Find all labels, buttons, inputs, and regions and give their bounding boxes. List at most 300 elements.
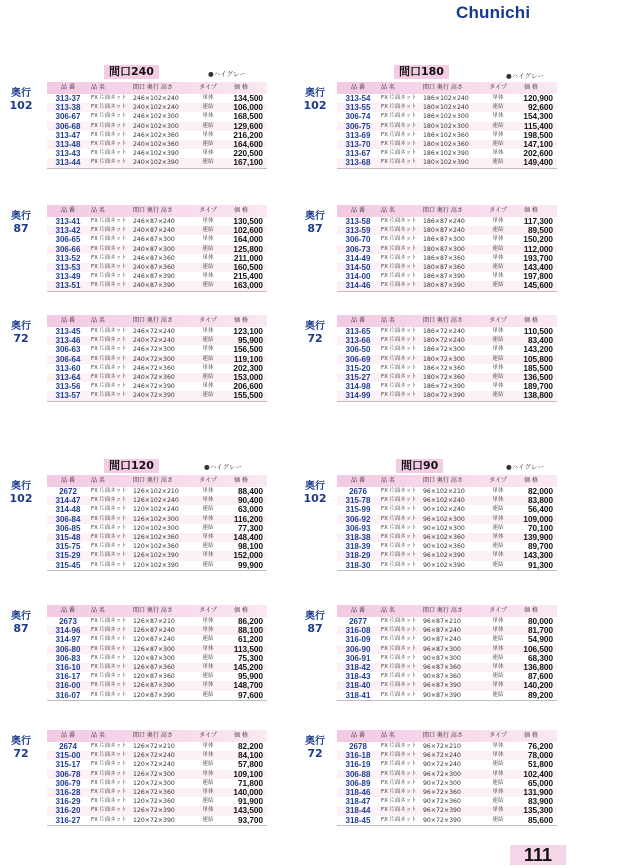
cell-type: 連結	[492, 159, 504, 166]
cell-dims: 246×87×240	[133, 218, 175, 225]
cell-dims: 186×72×360	[423, 364, 465, 372]
cell-name: FX 片面ネット	[381, 779, 417, 786]
cell-code: 313-65	[345, 327, 371, 336]
header-price: 価 格	[234, 607, 248, 614]
cell-price: 61,200	[237, 635, 263, 645]
table-row	[337, 551, 557, 560]
cell-name: FX 片面ネット	[381, 122, 417, 129]
cell-price: 89,500	[527, 226, 553, 236]
depth-label	[301, 321, 329, 345]
header-code: 品 番	[351, 207, 365, 214]
header-code: 品 番	[351, 607, 365, 614]
cell-price: 117,300	[523, 217, 553, 226]
header-type: タイプ	[489, 607, 507, 614]
cell-type: 単体	[202, 618, 214, 624]
cell-name: FX 片面ネット	[91, 743, 127, 749]
cell-code: 313-56	[55, 382, 81, 392]
cell-price: 92,600	[527, 103, 553, 113]
cell-name: FX 片面ネット	[381, 263, 417, 270]
table-row	[337, 806, 557, 815]
cell-type: 単体	[202, 743, 214, 749]
cell-code: 318-42	[345, 662, 371, 672]
cell-name: FX 片面ネット	[91, 673, 127, 680]
header-type: タイプ	[489, 732, 507, 739]
cell-dims: 90×102×240	[423, 506, 465, 514]
table-row	[337, 391, 557, 400]
cell-type: 単体	[492, 770, 504, 777]
table-bottom-rule	[337, 291, 557, 292]
cell-name: FX 片面ネット	[91, 779, 127, 786]
price-table	[47, 475, 267, 570]
cell-dims: 96×72×210	[423, 743, 461, 750]
cell-code: 318-39	[345, 542, 371, 552]
price-table	[337, 205, 557, 291]
cell-code: 313-51	[55, 281, 81, 291]
cell-type: 連結	[492, 392, 504, 399]
cell-code: 314-98	[345, 382, 371, 392]
cell-price: 143,200	[523, 345, 553, 355]
depth-label	[7, 321, 35, 345]
table-row	[47, 524, 267, 533]
cell-price: 81,700	[527, 626, 553, 636]
cell-type: 単体	[492, 743, 504, 749]
cell-price: 185,500	[523, 363, 553, 373]
cell-name: FX 片面ネット	[91, 788, 127, 795]
table-row	[337, 327, 557, 336]
cell-type: 単体	[202, 533, 214, 540]
cell-type: 単体	[492, 273, 504, 280]
cell-dims: 126×102×210	[133, 488, 179, 495]
table-row	[337, 122, 557, 131]
cell-type: 単体	[202, 364, 214, 371]
table-header	[47, 730, 267, 742]
cell-code: 313-41	[55, 217, 81, 226]
cell-code: 313-49	[55, 272, 81, 282]
cell-dims: 240×102×240	[133, 104, 179, 112]
cell-code: 313-46	[55, 336, 81, 346]
cell-code: 316-29	[55, 797, 81, 807]
cell-price: 89,200	[527, 690, 553, 700]
cell-code: 2674	[59, 742, 77, 751]
cell-price: 220,500	[233, 149, 263, 159]
header-price: 価 格	[524, 317, 538, 324]
table-row	[337, 760, 557, 769]
cell-name: FX 片面ネット	[91, 140, 127, 147]
header-type: タイプ	[489, 477, 507, 484]
cell-type: 単体	[492, 515, 504, 522]
header-name: 品 名	[91, 317, 105, 324]
cell-dims: 90×72×240	[423, 761, 461, 769]
depth-label-word: 奥行	[11, 611, 31, 622]
depth-label	[7, 611, 35, 635]
cell-type: 単体	[492, 752, 504, 759]
cell-name: FX 片面ネット	[91, 159, 127, 166]
depth-label-word: 奥行	[11, 211, 31, 222]
cell-price: 109,000	[523, 514, 553, 524]
cell-code: 316-10	[55, 662, 81, 672]
table-row	[47, 654, 267, 663]
cell-name: FX 片面ネット	[91, 636, 127, 643]
table-header	[337, 605, 557, 617]
cell-type: 単体	[202, 488, 214, 494]
cell-price: 148,400	[233, 532, 263, 542]
cell-dims: 240×102×360	[133, 140, 179, 148]
cell-name: FX 片面ネット	[91, 104, 127, 111]
table-row	[337, 382, 557, 391]
cell-type: 単体	[202, 131, 214, 138]
cell-dims: 120×72×360	[133, 798, 175, 806]
cell-name: FX 片面ネット	[91, 254, 127, 261]
cell-type: 連結	[492, 543, 504, 550]
cell-type: 連結	[492, 779, 504, 786]
cell-dims: 126×72×300	[133, 770, 175, 778]
table-row	[337, 226, 557, 235]
cell-type: 連結	[492, 245, 504, 252]
cell-dims: 90×102×360	[423, 543, 465, 551]
cell-type: 単体	[202, 627, 214, 634]
cell-price: 95,900	[237, 672, 263, 682]
cell-price: 80,000	[527, 617, 553, 626]
cell-type: 連結	[202, 654, 214, 661]
cell-code: 318-40	[345, 681, 371, 691]
cell-name: FX 片面ネット	[91, 533, 127, 540]
table-row	[47, 779, 267, 788]
cell-name: FX 片面ネット	[91, 236, 127, 243]
table-row	[47, 235, 267, 244]
cell-code: 318-29	[345, 551, 371, 561]
table-bottom-rule	[337, 825, 557, 826]
table-row	[337, 788, 557, 797]
cell-name: FX 片面ネット	[381, 761, 417, 768]
cell-name: FX 片面ネット	[91, 807, 127, 814]
cell-code: 306-68	[55, 121, 81, 131]
header-type: タイプ	[199, 317, 217, 324]
grade-note: ●ハイグレー	[506, 463, 545, 471]
cell-code: 313-69	[345, 130, 371, 140]
cell-price: 148,700	[233, 681, 263, 691]
cell-price: 160,500	[233, 262, 263, 272]
cell-code: 315-45	[55, 560, 81, 570]
table-row	[47, 626, 267, 635]
header-price: 価 格	[234, 84, 248, 91]
cell-name: FX 片面ネット	[381, 636, 417, 643]
cell-price: 134,500	[233, 94, 263, 103]
grade-note: ●ハイグレー	[204, 463, 243, 471]
cell-dims: 90×87×390	[423, 691, 461, 699]
brand-logo: Chunichi	[456, 3, 531, 22]
table-row	[47, 672, 267, 681]
price-table	[47, 605, 267, 700]
cell-name: FX 片面ネット	[91, 245, 127, 252]
header-code: 品 番	[61, 84, 75, 91]
cell-price: 83,400	[527, 336, 553, 346]
cell-price: 85,600	[527, 815, 553, 825]
header-dims: 間口 奥行 高さ	[423, 477, 463, 484]
cell-code: 306-67	[55, 112, 81, 122]
cell-name: FX 片面ネット	[381, 816, 417, 823]
cell-price: 167,100	[233, 158, 263, 168]
cell-dims: 96×87×210	[423, 618, 461, 625]
cell-price: 87,600	[527, 672, 553, 682]
cell-dims: 186×72×300	[423, 346, 465, 354]
cell-name: FX 片面ネット	[381, 104, 417, 111]
cell-code: 313-54	[345, 94, 371, 103]
cell-dims: 126×72×240	[133, 752, 175, 760]
cell-name: FX 片面ネット	[91, 816, 127, 823]
cell-code: 318-45	[345, 815, 371, 825]
cell-type: 連結	[492, 636, 504, 643]
table-row	[47, 496, 267, 505]
cell-name: FX 片面ネット	[91, 497, 127, 504]
cell-price: 202,300	[233, 363, 263, 373]
table-row	[47, 391, 267, 400]
cell-price: 156,500	[233, 345, 263, 355]
cell-dims: 246×87×360	[133, 254, 175, 262]
table-row	[47, 816, 267, 825]
table-row	[337, 140, 557, 149]
cell-code: 314-46	[345, 281, 371, 291]
depth-label-word: 奥行	[305, 211, 325, 222]
depth-label-word: 奥行	[305, 611, 325, 622]
cell-price: 68,300	[527, 653, 553, 663]
section-title: 間口180	[394, 65, 449, 79]
cell-price: 143,400	[523, 262, 553, 272]
table-row	[47, 140, 267, 149]
cell-dims: 120×102×390	[133, 561, 179, 569]
table-row	[47, 382, 267, 391]
cell-type: 連結	[202, 159, 214, 166]
cell-type: 単体	[202, 752, 214, 759]
cell-name: FX 片面ネット	[381, 682, 417, 689]
cell-price: 75,300	[237, 653, 263, 663]
cell-price: 97,600	[237, 690, 263, 700]
cell-price: 86,200	[237, 617, 263, 626]
cell-code: 2678	[349, 742, 367, 751]
cell-type: 単体	[202, 552, 214, 559]
table-header	[337, 315, 557, 327]
cell-dims: 246×102×390	[133, 150, 179, 158]
cell-type: 単体	[492, 364, 504, 371]
cell-type: 単体	[202, 254, 214, 261]
header-dims: 間口 奥行 高さ	[133, 84, 173, 91]
depth-label	[7, 211, 35, 235]
cell-type: 単体	[492, 552, 504, 559]
depth-label	[301, 88, 329, 112]
table-row	[47, 345, 267, 354]
cell-dims: 126×87×240	[133, 627, 175, 635]
depth-label-value: 72	[13, 332, 29, 345]
cell-name: FX 片面ネット	[91, 552, 127, 559]
cell-dims: 96×102×390	[423, 552, 465, 560]
cell-type: 連結	[492, 561, 504, 568]
cell-type: 連結	[202, 337, 214, 344]
cell-code: 306-88	[345, 769, 371, 779]
header-dims: 間口 奥行 高さ	[133, 477, 173, 484]
depth-label	[7, 481, 35, 505]
cell-dims: 180×102×390	[423, 159, 469, 167]
cell-name: FX 片面ネット	[91, 798, 127, 805]
cell-dims: 186×87×360	[423, 254, 465, 262]
cell-type: 連結	[492, 373, 504, 380]
header-dims: 間口 奥行 高さ	[423, 607, 463, 614]
table-row	[47, 103, 267, 112]
table-row	[47, 94, 267, 103]
cell-type: 単体	[202, 497, 214, 504]
cell-price: 189,700	[523, 382, 553, 392]
cell-code: 306-89	[345, 778, 371, 788]
cell-price: 78,000	[527, 751, 553, 761]
cell-price: 84,100	[237, 751, 263, 761]
cell-price: 95,900	[237, 336, 263, 346]
header-price: 価 格	[524, 607, 538, 614]
table-row	[337, 672, 557, 681]
cell-code: 313-43	[55, 149, 81, 159]
cell-name: FX 片面ネット	[381, 743, 417, 749]
cell-name: FX 片面ネット	[381, 524, 417, 531]
cell-code: 306-91	[345, 653, 371, 663]
cell-name: FX 片面ネット	[91, 355, 127, 362]
depth-label-word: 奥行	[305, 481, 325, 492]
cell-price: 149,400	[523, 158, 553, 168]
table-header	[337, 730, 557, 742]
table-row	[337, 742, 557, 751]
cell-dims: 180×72×240	[423, 337, 465, 345]
cell-type: 連結	[492, 355, 504, 362]
cell-name: FX 片面ネット	[381, 497, 417, 504]
cell-name: FX 片面ネット	[381, 346, 417, 353]
table-row	[47, 806, 267, 815]
cell-type: 連結	[202, 373, 214, 380]
cell-code: 318-38	[345, 532, 371, 542]
cell-code: 315-78	[345, 496, 371, 506]
cell-type: 連結	[202, 524, 214, 531]
header-name: 品 名	[381, 317, 395, 324]
cell-code: 2673	[59, 617, 77, 626]
table-row	[337, 681, 557, 690]
cell-type: 連結	[202, 506, 214, 513]
cell-name: FX 片面ネット	[381, 807, 417, 814]
header-name: 品 名	[381, 477, 395, 484]
cell-type: 単体	[492, 663, 504, 670]
table-row	[47, 149, 267, 158]
cell-price: 51,800	[527, 760, 553, 770]
price-table	[337, 82, 557, 168]
cell-price: 130,500	[233, 217, 263, 226]
cell-dims: 240×87×300	[133, 245, 175, 253]
cell-type: 単体	[202, 515, 214, 522]
table-header	[47, 205, 267, 217]
cell-code: 313-67	[345, 149, 371, 159]
table-row	[337, 336, 557, 345]
table-row	[337, 691, 557, 700]
table-row	[47, 542, 267, 551]
cell-dims: 126×102×240	[133, 497, 179, 505]
cell-type: 連結	[202, 636, 214, 643]
cell-dims: 96×87×360	[423, 663, 461, 671]
cell-name: FX 片面ネット	[381, 543, 417, 550]
cell-dims: 96×87×240	[423, 627, 461, 635]
cell-name: FX 片面ネット	[381, 113, 417, 120]
cell-dims: 180×72×390	[423, 392, 465, 400]
cell-code: 314-99	[345, 391, 371, 401]
cell-code: 313-45	[55, 327, 81, 336]
cell-dims: 96×102×240	[423, 497, 465, 505]
cell-dims: 186×102×360	[423, 131, 469, 139]
cell-type: 連結	[202, 245, 214, 252]
cell-code: 313-42	[55, 226, 81, 236]
header-code: 品 番	[351, 317, 365, 324]
table-row	[47, 355, 267, 364]
table-row	[47, 327, 267, 336]
header-code: 品 番	[61, 607, 75, 614]
cell-code: 313-60	[55, 363, 81, 373]
cell-price: 65,000	[527, 778, 553, 788]
header-name: 品 名	[381, 84, 395, 91]
cell-type: 連結	[492, 140, 504, 147]
table-row	[337, 263, 557, 272]
cell-code: 306-74	[345, 112, 371, 122]
cell-name: FX 片面ネット	[381, 273, 417, 280]
cell-type: 単体	[492, 150, 504, 157]
price-table	[47, 82, 267, 168]
header-code: 品 番	[61, 207, 75, 214]
cell-price: 82,200	[237, 742, 263, 751]
table-row	[337, 94, 557, 103]
header-name: 品 名	[381, 732, 395, 739]
cell-dims: 120×72×300	[133, 779, 175, 787]
cell-price: 136,800	[523, 662, 553, 672]
table-row	[47, 751, 267, 760]
cell-code: 313-66	[345, 336, 371, 346]
table-row	[337, 355, 557, 364]
cell-code: 306-93	[345, 523, 371, 533]
cell-type: 単体	[492, 383, 504, 390]
cell-name: FX 片面ネット	[91, 122, 127, 129]
cell-dims: 96×72×300	[423, 770, 461, 778]
cell-price: 71,800	[237, 778, 263, 788]
table-row	[337, 635, 557, 644]
cell-name: FX 片面ネット	[381, 788, 417, 795]
cell-price: 106,000	[233, 103, 263, 113]
cell-price: 206,600	[233, 382, 263, 392]
cell-price: 164,000	[233, 235, 263, 245]
cell-code: 313-59	[345, 226, 371, 236]
cell-type: 単体	[492, 645, 504, 652]
cell-code: 306-75	[345, 121, 371, 131]
cell-code: 313-44	[55, 158, 81, 168]
table-row	[337, 373, 557, 382]
cell-name: FX 片面ネット	[91, 691, 127, 698]
cell-dims: 126×102×360	[133, 533, 179, 541]
cell-code: 313-70	[345, 139, 371, 149]
cell-dims: 90×72×300	[423, 779, 461, 787]
cell-name: FX 片面ネット	[381, 140, 417, 147]
cell-name: FX 片面ネット	[381, 383, 417, 390]
header-type: タイプ	[489, 317, 507, 324]
cell-price: 143,500	[233, 806, 263, 816]
table-row	[47, 336, 267, 345]
table-row	[337, 654, 557, 663]
cell-code: 316-07	[55, 690, 81, 700]
depth-label-value: 87	[307, 622, 323, 635]
cell-code: 315-99	[345, 505, 371, 515]
cell-code: 313-52	[55, 253, 81, 263]
cell-dims: 96×87×300	[423, 645, 461, 653]
cell-name: FX 片面ネット	[91, 515, 127, 522]
cell-price: 211,000	[233, 253, 263, 263]
cell-type: 連結	[492, 524, 504, 531]
cell-dims: 96×72×390	[423, 807, 461, 815]
